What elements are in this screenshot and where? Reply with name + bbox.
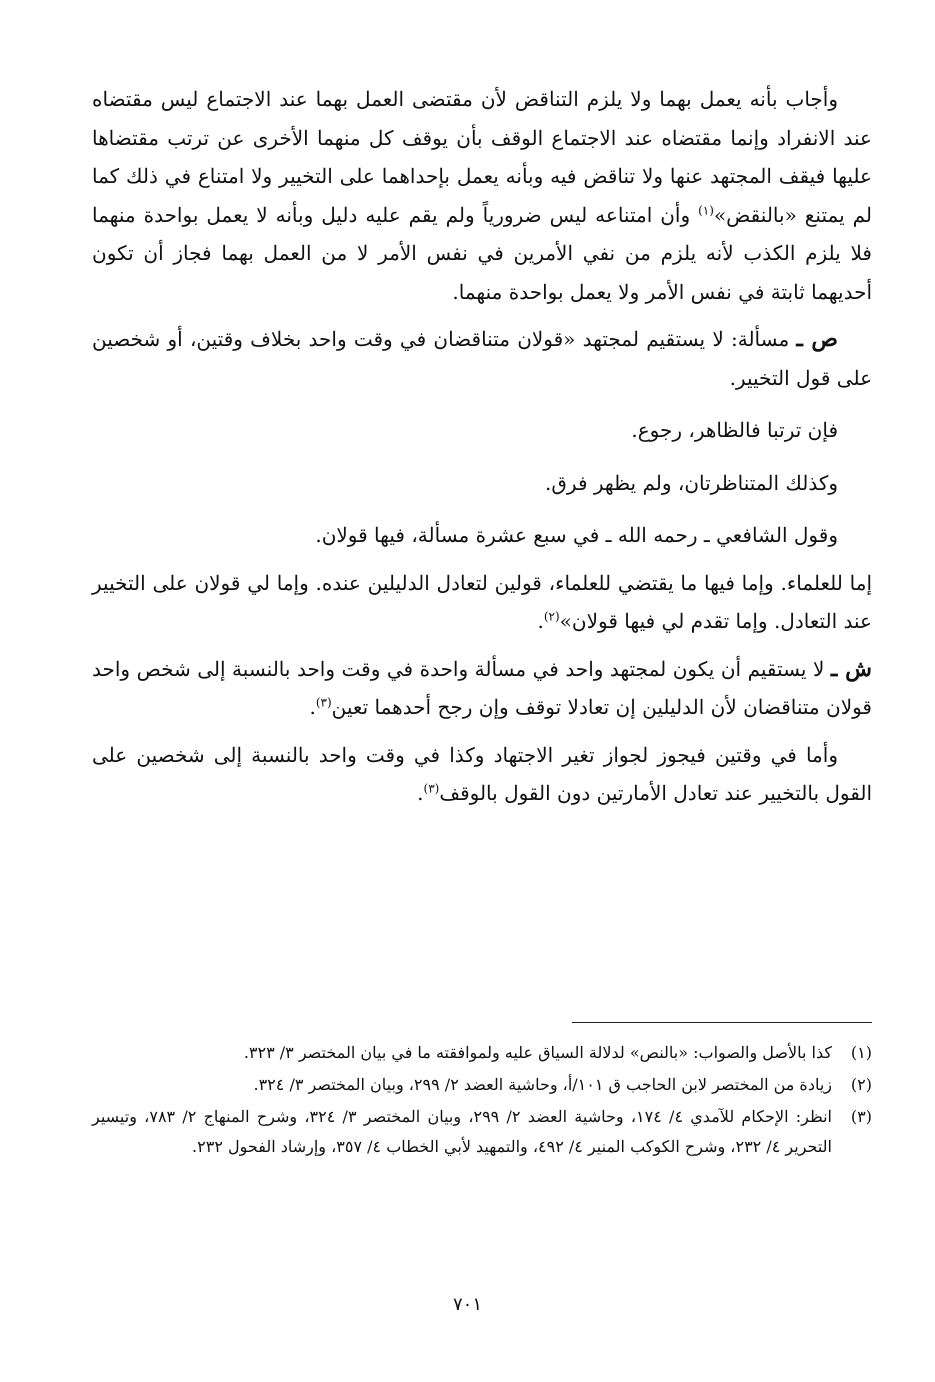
paragraph-sad-issue — [92, 320, 872, 397]
footnote-text: انظر: الإحكام للآمدي ٤/ ١٧٤، وحاشية العضد ٢/ ٢٩٩، وبيان المختصر ٣/ ٣٢٤، وشرح المنهاج ٢/ ٧٨٣، وتيسير التحرير ٤/ ٢٣٢، وشرح الكوكب المنير ٤/ ٤٩٢، والتمهيد لأبي الخطاب ٤/ ٣٥٧، وإرشاد الفحول ٢٣٢. — [92, 1107, 832, 1156]
footnote-text: زيادة من المختصر لابن الحاجب ق ١٠١/أ، وحاشية العضد ٢/ ٢٩٩، وبيان المختصر ٣/ ٣٢٤. — [253, 1075, 832, 1094]
sad-marker: ص ـ — [796, 326, 839, 352]
paragraph-answer — [92, 80, 872, 311]
paragraph-shin-commentary-tail: . — [309, 695, 316, 719]
shin-marker: ش ـ — [830, 655, 873, 682]
paragraph-answer-text-a: وأجاب بأنه يعمل بهما ولا يلزم التناقض لأن مقتضى العمل بهما عند الاجتماع ليس مقتضاه عند الانفراد وإنما مقتضاه عند الاجتماع الوقف بأن يوقف كل منهما الأخرى عن ترتب مقتضاها عليها فيقف المجتهد عنها ولا تناقض فيه وبأنه يعمل بإحداهما على التخيير ولا امتناع في ذلك كما لم يمتنع «بالنقض» — [92, 87, 873, 227]
line-succession: فإن ترتبا فالظاهر، رجوع. — [631, 418, 838, 442]
paragraph-shin-commentary-text: لا يستقيم أن يكون لمجتهد واحد في مسألة واحدة في وقت واحد بالنسبة إلى شخص واحد قولان متناقضان لأن الدليلين إن تعادلا توقف وإن رجح أحدهما تعين — [92, 656, 872, 719]
footnote-2 — [92, 1070, 872, 1100]
line-disputants: وكذلك المتناظرتان، ولم يظهر فرق. — [545, 470, 838, 495]
footnote-number: (٢) — [850, 1075, 872, 1094]
footnote-divider — [572, 1022, 872, 1023]
paragraph-two-times-text: وأما في وقتين فيجوز لجواز تغير الاجتهاد وكذا في وقت واحد بالنسبة إلى شخصين على القول بالتخيير عند تعادل الأمارتين دون القول بالوقف — [92, 742, 872, 805]
paragraph-two-times — [92, 736, 872, 813]
footnote-3 — [92, 1102, 872, 1162]
paragraph-shin-commentary — [92, 650, 872, 727]
main-text-block — [92, 80, 872, 813]
paragraph-scholars-text: إما للعلماء. وإما فيها ما يقتضي للعلماء، قولين لتعادل الدليلين عنده. وإما لي قولان على التخيير عند التعادل. وإما تقدم لي فيها قولان» — [92, 570, 872, 633]
footnote-ref-1[interactable]: (١) — [698, 202, 714, 217]
footnote-text: كذا بالأصل والصواب: «بالنص» لدلالة السياق عليه ولموافقته ما في بيان المختصر ٣/ ٣٢٣. — [243, 1043, 832, 1062]
paragraph-answer-text-b: وأن امتناعه ليس ضرورياً ولم يقم عليه دليل وبأنه لا يعمل بواحدة منهما فلا يلزم الكذب لأنه يلزم من نفي الأمرين في نفس الأمر لا من العمل بهما فجاز أن تكون أحديهما ثابتة في نفس الأمر ولا يعمل بواحدة منهما. — [92, 202, 872, 304]
line-shafii: وقول الشافعي ـ رحمه الله ـ في سبع عشرة مسألة، فيها قولان. — [315, 523, 838, 547]
paragraph-two-times-tail: . — [417, 781, 424, 805]
footnote-1 — [92, 1038, 872, 1068]
paragraph-scholars — [92, 564, 872, 641]
page-number: ٧٠١ — [452, 1294, 482, 1315]
paragraph-sad-issue-text: مسألة: لا يستقيم لمجتهد «قولان متناقضان في وقت واحد بخلاف وقتين، أو شخصين على قول التخيير. — [92, 327, 872, 390]
footnote-number: (١) — [850, 1043, 872, 1062]
footnote-ref-3b[interactable]: (٣) — [423, 781, 440, 796]
footnote-number: (٣) — [850, 1107, 872, 1126]
footnotes-section — [92, 1038, 872, 1164]
footnote-ref-2[interactable]: (٢) — [543, 609, 560, 624]
paragraph-scholars-tail: . — [537, 609, 544, 633]
footnote-ref-3[interactable]: (٣) — [315, 695, 332, 710]
